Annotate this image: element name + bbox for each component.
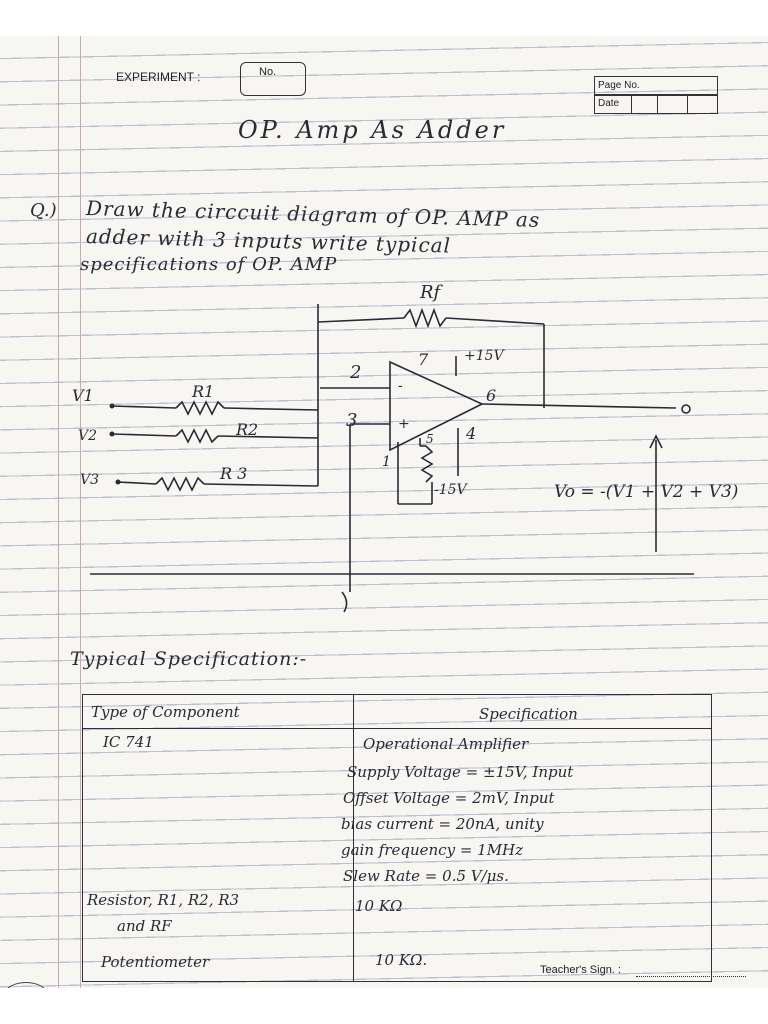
output-equation: Vo = -(V1 + V2 + V3): [554, 482, 739, 502]
teacher-sign-label: Teacher's Sign. :: [540, 964, 621, 976]
rf-label: Rf: [420, 282, 441, 303]
question-line-3: specifications of OP. AMP: [80, 254, 338, 275]
v2-label: V2: [78, 428, 98, 444]
pin-2-label: 2: [350, 362, 362, 383]
spec-heading: Typical Specification:-: [70, 648, 308, 670]
pin-1-label: 1: [382, 454, 391, 470]
row-1-component: IC 741: [103, 733, 154, 751]
experiment-label: EXPERIMENT :: [116, 70, 201, 84]
date-label: Date: [598, 98, 620, 109]
bottom-margin: [0, 988, 768, 1024]
inverting-sign: -: [398, 378, 403, 394]
v1-label: V1: [72, 386, 94, 405]
row-1-spec-line-4: bias current = 20nA, unity: [341, 815, 544, 833]
row-2-component-line-2: and RF: [117, 917, 172, 935]
col-header-component: Type of Component: [91, 703, 240, 721]
row-1-spec-line-6: Slew Rate = 0.5 V/μs.: [343, 867, 509, 885]
minus-15v-label: -15V: [434, 482, 467, 498]
no-label: No.: [259, 66, 277, 78]
row-1-spec-line-1: Operational Amplifier: [363, 735, 529, 753]
notebook-page: [0, 36, 768, 988]
question-line-2: adder with 3 inputs write typical: [85, 224, 452, 258]
v3-label: V3: [80, 472, 100, 488]
r3-label: R 3: [220, 464, 248, 483]
r1-label: R1: [192, 382, 215, 401]
input-node-v1: [110, 404, 115, 409]
row-3-component: Potentiometer: [101, 953, 210, 971]
pin-4-label: 4: [466, 424, 477, 443]
row-1-spec-line-5: gain frequency = 1MHz: [341, 841, 524, 859]
pin-7-label: 7: [418, 350, 429, 369]
input-node-v2: [110, 432, 115, 437]
noninverting-sign: +: [398, 416, 410, 432]
teacher-sign-line: [636, 976, 746, 977]
row-2-component-line-1: Resistor, R1, R2, R3: [87, 891, 240, 909]
page-title: OP. Amp As Adder: [238, 116, 507, 144]
row-3-spec: 10 KΩ.: [375, 951, 428, 969]
spec-table: [82, 694, 712, 982]
row-2-spec: 10 KΩ: [355, 897, 403, 915]
page-no-label: Page No.: [598, 80, 640, 91]
row-1-spec-line-2: Supply Voltage = ±15V, Input: [347, 763, 574, 781]
pin-6-label: 6: [486, 386, 497, 405]
question-line-1: Draw the circcuit diagram of OP. AMP as: [85, 196, 541, 232]
col-header-spec: Specification: [479, 705, 578, 723]
pin-5-label: 5: [426, 432, 434, 446]
pin-3-label: 3: [346, 410, 358, 431]
input-node-v3: [116, 480, 121, 485]
plus-15v-label: +15V: [464, 348, 504, 364]
question-prefix: Q.): [30, 200, 57, 221]
r2-label: R2: [236, 420, 259, 439]
row-1-spec-line-3: Offset Voltage = 2mV, Input: [343, 789, 555, 807]
